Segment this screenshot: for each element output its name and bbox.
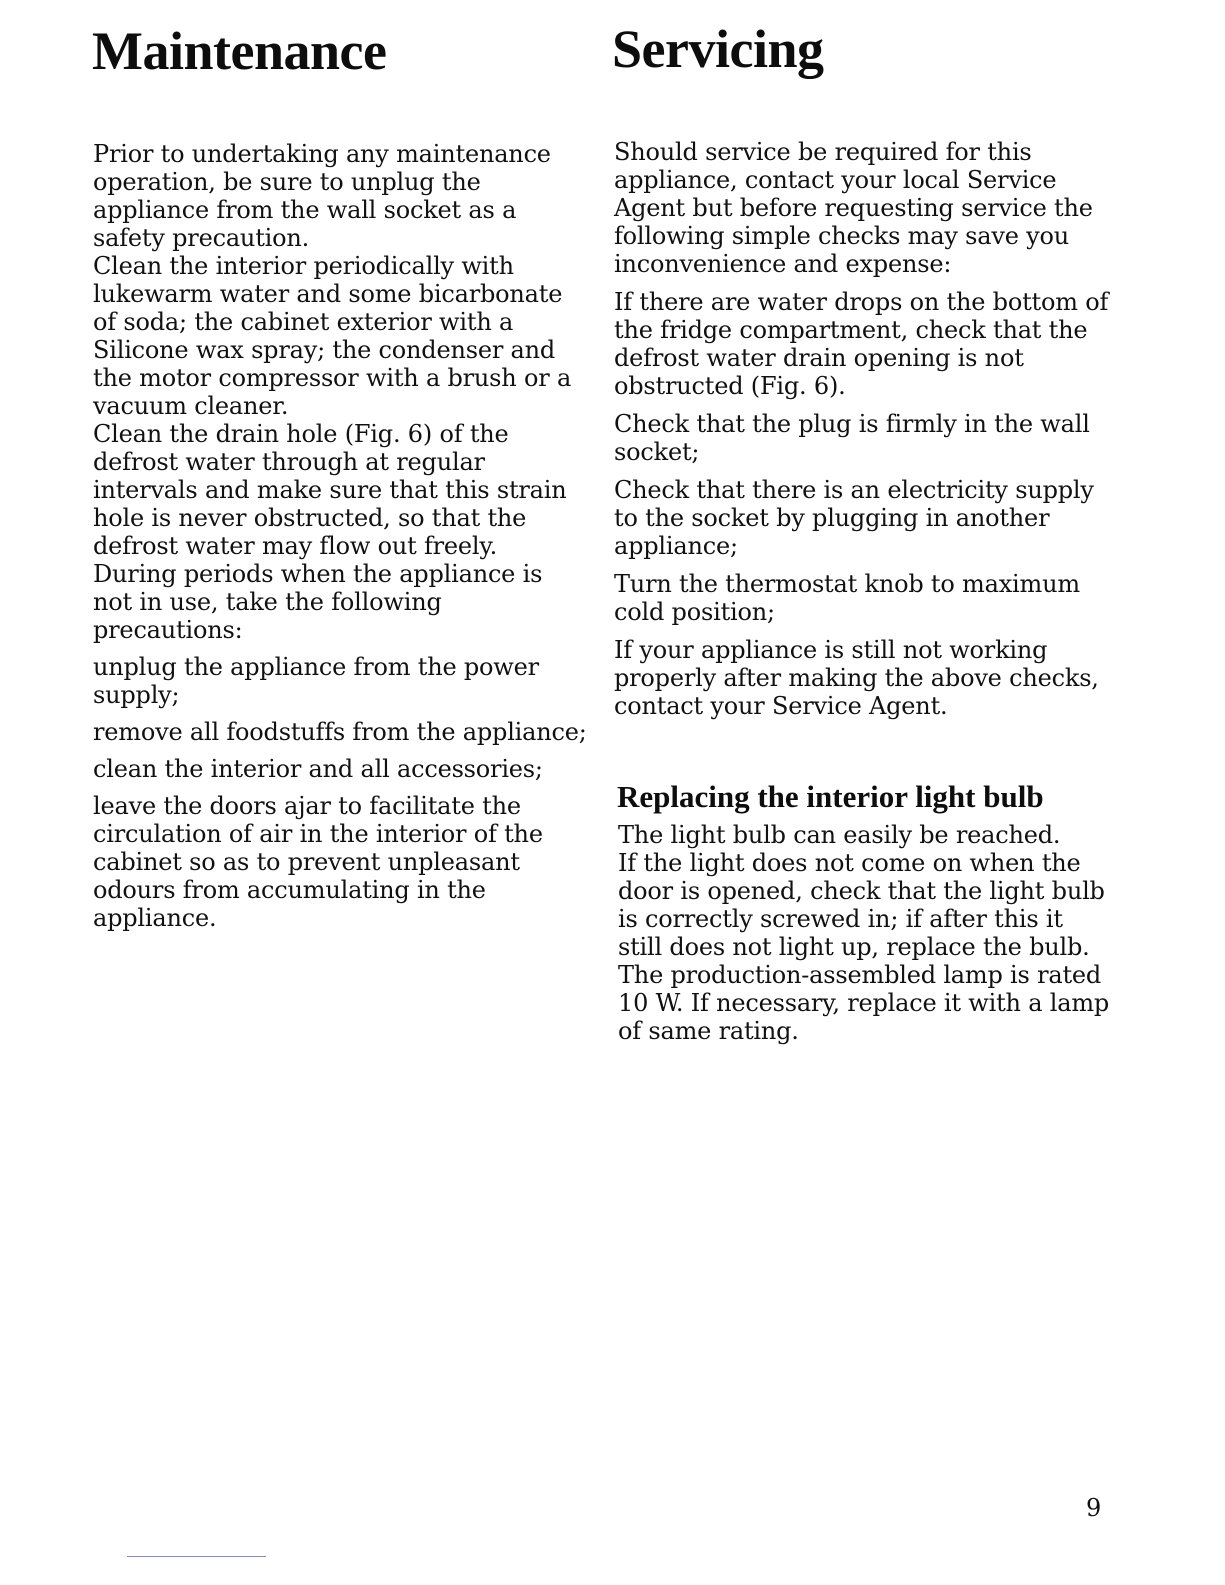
maintenance-paragraph: Clean the interior periodically with lukewarm water and some bicarbonate of soda; the cabinet exterior with a Silicone wax spray; the condenser and the motor compressor with a brush or a vacuum cleaner. — [93, 252, 572, 420]
servicing-section — [614, 138, 1109, 720]
maintenance-paragraph: During periods when the appliance is not in use, take the following precautions: — [93, 560, 543, 644]
maintenance-section — [93, 140, 588, 932]
servicing-check: If your appliance is still not working properly after making the above checks, contact your Service Agent. — [614, 636, 1099, 720]
light-bulb-paragraph: If the light does not come on when the door is opened, check that the light bulb is correctly screwed in; if after this it still does not light up, replace the bulb. — [618, 849, 1105, 961]
servicing-check: Check that there is an electricity supply to the socket by plugging in another appliance; — [614, 476, 1094, 560]
servicing-check: If there are water drops on the bottom of the fridge compartment, check that the defrost water drain opening is not obstructed (Fig. 6). — [614, 288, 1109, 400]
servicing-intro: Should service be required for this appliance, contact your local Service Agent but before requesting service the following simple checks may save you inconvenience and expense: — [614, 138, 1093, 278]
servicing-check: Check that the plug is firmly in the wall socket; — [614, 410, 1090, 466]
bottom-divider — [127, 1556, 266, 1557]
light-bulb-heading: Replacing the interior light bulb — [617, 779, 1044, 814]
precaution-item: leave the doors ajar to facilitate the circulation of air in the interior of the cabinet so as to prevent unpleasant odours from accumulating in the appliance. — [93, 792, 543, 932]
servicing-check: Turn the thermostat knob to maximum cold position; — [614, 570, 1080, 626]
light-bulb-section — [618, 821, 1113, 1045]
precaution-item: remove all foodstuffs from the appliance; — [93, 718, 587, 746]
servicing-title: Servicing — [612, 19, 824, 79]
light-bulb-paragraph: The light bulb can easily be reached. — [618, 821, 1061, 849]
maintenance-paragraph: Clean the drain hole (Fig. 6) of the defrost water through at regular intervals and make sure that this strain hole is never obstructed, so that the defrost water may flow out freely. — [93, 420, 567, 560]
light-bulb-paragraph: The production-assembled lamp is rated 10 W. If necessary, replace it with a lamp of same rating. — [618, 961, 1110, 1045]
precaution-item: unplug the appliance from the power supply; — [93, 653, 539, 709]
page-number: 9 — [1086, 1494, 1102, 1522]
maintenance-title: Maintenance — [92, 21, 387, 81]
precaution-item: clean the interior and all accessories; — [93, 755, 543, 783]
maintenance-paragraph: Prior to undertaking any maintenance operation, be sure to unplug the appliance from the wall socket as a safety precaution. — [93, 140, 551, 252]
